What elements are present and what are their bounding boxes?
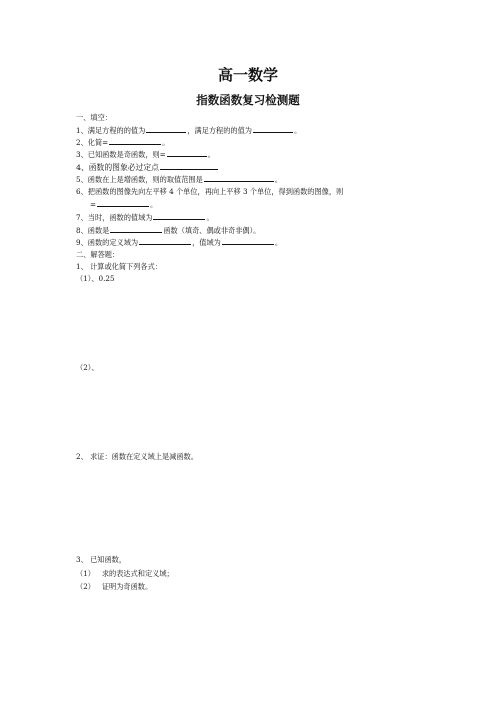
answer-blank	[222, 237, 274, 245]
problem-1-part-1: （1）、0.25	[76, 274, 115, 283]
page-title: 高一数学	[217, 66, 278, 84]
answer-blank	[110, 225, 162, 233]
question-6: 6、把函数的图像先向左平移 4 个单位，再向上平移 3 个单位，得到函数的图像，则	[76, 187, 344, 196]
problem-3-part-1: （1） 求的表达式和定义域；	[76, 569, 174, 578]
problem-2: 2、 求证：函数在定义域上是减函数。	[76, 452, 198, 461]
answer-blank	[204, 174, 274, 182]
answer-blank	[167, 149, 207, 157]
answer-blank	[153, 212, 205, 220]
problem-3-part-2: （2） 证明为奇函数。	[76, 582, 153, 591]
question-7: 7、当时，函数的值域为 。	[76, 213, 214, 222]
answer-blank	[109, 137, 161, 145]
problem-1: 1、 计算或化简下列各式：	[76, 262, 162, 271]
question-9: 9、函数的定义域为 ，值域为 。	[76, 238, 283, 247]
answer-blank	[139, 237, 191, 245]
question-5: 5、函数在上是增函数，则的取值范围是 。	[76, 175, 282, 184]
question-4: 4、函数的图象必过定点	[76, 162, 219, 173]
answer-blank	[146, 125, 186, 133]
question-6-continued: = 。	[90, 200, 158, 209]
problem-3: 3、 已知函数，	[76, 555, 127, 564]
question-8: 8、函数是 函数（填奇、偶或非奇非偶）。	[76, 226, 261, 235]
question-2: 2、化简= 。	[76, 138, 170, 147]
page-subtitle: 指数函数复习检测题	[196, 93, 300, 107]
answer-blank	[253, 125, 293, 133]
question-1: 1、满足方程的的值为 ，满足方程的的值为 。	[76, 126, 302, 135]
question-3: 3、已知函数是奇函数，则= 。	[76, 150, 215, 159]
answer-blank	[97, 199, 149, 207]
section-heading-fill-in: 一、填空：	[76, 113, 112, 122]
problem-1-part-2: （2）、	[76, 363, 99, 372]
section-heading-solve: 二、解答题：	[76, 250, 120, 259]
answer-blank	[160, 162, 218, 170]
